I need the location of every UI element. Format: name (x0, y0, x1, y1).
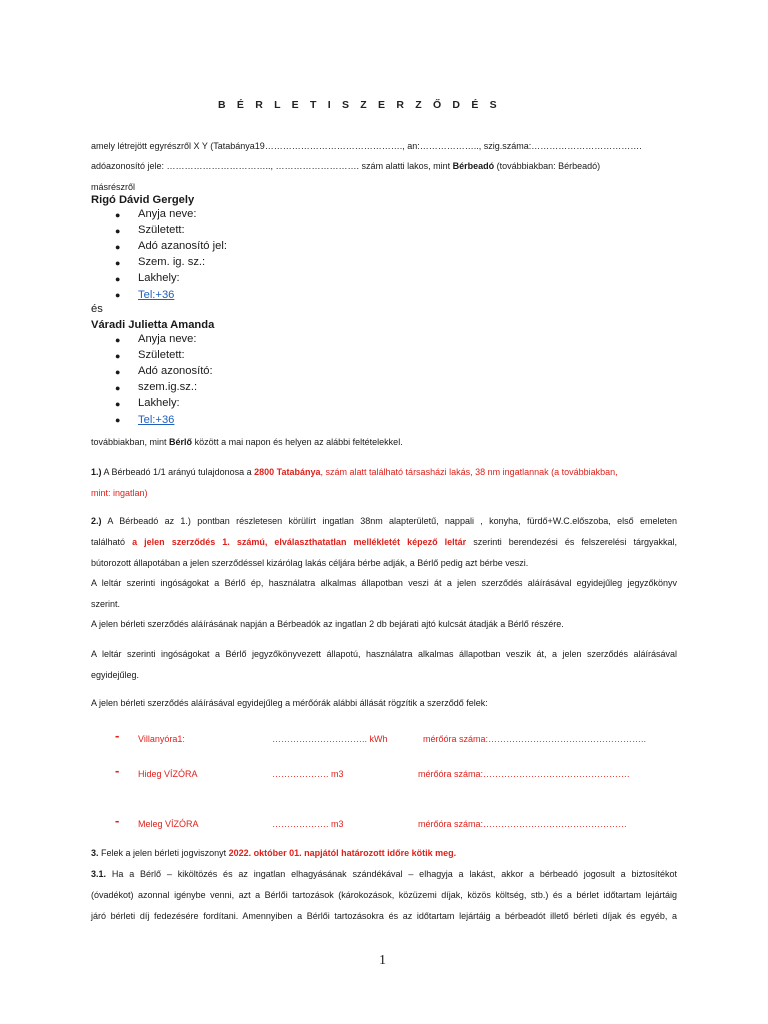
bullet-icon: ● (115, 335, 121, 345)
section2-line-1 (91, 515, 677, 527)
section3-number: 3. (91, 848, 99, 858)
further-pre: továbbiakban, mint (91, 437, 170, 447)
party1-item: Adó azanosító jel: (138, 240, 227, 252)
intro-line-3: másrészről (91, 182, 136, 192)
meter-label: Villanyóra1: (138, 734, 185, 744)
bullet-icon: ● (115, 351, 121, 361)
bullet-icon: ● (115, 415, 121, 425)
section3-1-line-3: járó bérleti díj fedezésére fordítani. Amennyiben a Bérlői tartozásokra és az időtartam lejártáig a bérbeadót illető bérleti díjak és egyéb, a (91, 911, 677, 921)
bullet-icon: ● (115, 383, 121, 393)
section3-line (91, 847, 456, 859)
meter-label: Meleg VÍZÓRA (138, 819, 199, 829)
section2-line-5: szerint. (91, 599, 121, 609)
party1-item: Anyja neve: (138, 208, 197, 220)
intro-line-2-pre: adóazonosító jele: …………………………….., ………………………. szám alatti lakos, mint (91, 161, 453, 171)
party2-name: Váradi Julietta Amanda (91, 319, 215, 331)
section2-number: 2.) (91, 516, 102, 526)
party2-item: Adó azonosító: (138, 365, 213, 377)
section3-1-number: 3.1. (91, 869, 107, 879)
party1-item: Született: (138, 224, 185, 236)
bullet-icon: ● (115, 399, 121, 409)
section2-l2a: található (91, 537, 133, 547)
section2-line-3: bútorozott állapotában a jelen szerződéssel kizárólag lakás céljára bérbe adják, a Bérlő pedig azt bérbe veszi. (91, 558, 529, 568)
party1-name: Rigó Dávid Gergely (91, 194, 195, 206)
section1-city: 2800 Tatabánya (254, 467, 321, 477)
meter-dash: - (115, 813, 120, 828)
section2-line-4: A leltár szerinti ingóságokat a Bérlő ép, használatra alkalmas állapotban veszi át a jelen szerződés aláírásával egyidejűleg jegyzőkönyv (91, 578, 677, 588)
section2-l2c: szerinti berendezési és felszerelési tárgyakkal, (466, 537, 678, 547)
party2-item: Anyja neve: (138, 333, 197, 345)
section1-text-a: A Bérbeadó 1/1 arányú tulajdonosa a (101, 467, 255, 477)
bullet-icon: ● (115, 290, 121, 300)
party2-tel-link[interactable]: Tel:+36 (138, 414, 175, 426)
further-line (91, 436, 403, 448)
meter-dash: - (115, 763, 120, 778)
section2-line-9: A jelen bérleti szerződés aláírásával egyidejűleg a mérőórák alábbi állását rögzítik a szerződő felek: (91, 698, 488, 708)
meter-number: mérőóra száma:…………………………………………….. (423, 734, 647, 744)
page-number: 1 (379, 953, 386, 968)
and-word: és (91, 303, 103, 315)
section3-date: 2022. október 01. napjától határozott időre kötik meg. (228, 848, 457, 858)
section3-1-line-1 (91, 868, 677, 880)
section1-text-c: , szám alatt található társasházi lakás, 38 nm ingatlannak (a továbbiakban, (320, 467, 618, 477)
section1-line-2: mint: ingatlan) (91, 488, 148, 498)
bullet-icon: ● (115, 367, 121, 377)
meter-value: ………………. m3 (272, 769, 344, 779)
intro-line-2-bold: Bérbeadó (452, 161, 495, 171)
party2-item: szem.ig.sz.: (138, 381, 198, 393)
bullet-icon: ● (115, 210, 121, 220)
bullet-icon: ● (115, 258, 121, 268)
bullet-icon: ● (115, 242, 121, 252)
section1-number: 1.) (91, 467, 102, 477)
bullet-icon: ● (115, 226, 121, 236)
section2-l1: A Bérbeadó az 1.) pontban részletesen körülírt ingatlan 38nm alapterületű, nappali , konyha, fürdő+W.C.előszoba, első emeleten (101, 516, 677, 526)
further-bold: Bérlő (169, 437, 193, 447)
section2-line-6: A jelen bérleti szerződés aláírásának napján a Bérbeadók az ingatlan 2 db bejárati ajtó kulcsát átadják a Bérlő részére. (91, 619, 564, 629)
party1-item: Szem. ig. sz.: (138, 256, 206, 268)
party1-item: Lakhely: (138, 272, 180, 284)
meter-dash: - (115, 728, 120, 743)
section2-line-7: A leltár szerinti ingóságokat a Bérlő jegyzőkönyvezett állapotú, használatra alkalmas állapotban veszik át, a jelen szerződés aláírásával (91, 649, 677, 659)
meter-number: mérőóra száma:………………………………………… (418, 819, 628, 829)
section3-text: Felek a jelen bérleti jogviszonyt (98, 848, 229, 858)
party2-item: Született: (138, 349, 185, 361)
meter-value: ………………. m3 (272, 819, 344, 829)
intro-line-1: amely létrejött egyrészről X Y (Tatabánya19………………………………………., an:……………….., szig.száma:………………………………. (91, 141, 642, 151)
section1-line-1 (91, 466, 618, 478)
document-title: B É R L E T I S Z E R Z Ő D É S (218, 99, 501, 111)
section3-1-l1: Ha a Bérlő – kiköltözés és az ingatlan elhagyásának szándékával – elhagyja a lakást, akkor a bérbeadó jogosult a biztosítékot (106, 869, 677, 879)
section2-line-2 (91, 536, 677, 548)
party2-item: Lakhely: (138, 397, 180, 409)
section2-l2b: a jelen szerződés 1. számú, elválaszthatatlan mellékletét képező leltár (132, 537, 467, 547)
intro-line-2-post: (továbbiakban: Bérbeadó) (494, 161, 601, 171)
party1-tel-link[interactable]: Tel:+36 (138, 289, 175, 301)
section3-1-line-2: (óvadékot) azonnal igénybe venni, azt a Bérlői tartozások (károkozások, közüzemi díjak, közös költség, stb.) és a bérlet időtartam lejártáig (91, 890, 677, 900)
further-post: között a mai napon és helyen az alábbi feltételekkel. (192, 437, 403, 447)
meter-label: Hideg VÍZÓRA (138, 769, 198, 779)
intro-line-2 (91, 160, 600, 172)
bullet-icon: ● (115, 274, 121, 284)
meter-value: ………………………….. kWh (272, 734, 388, 744)
meter-number: mérőóra száma:…………………………………………. (418, 769, 630, 779)
section2-line-8: egyidejűleg. (91, 670, 140, 680)
